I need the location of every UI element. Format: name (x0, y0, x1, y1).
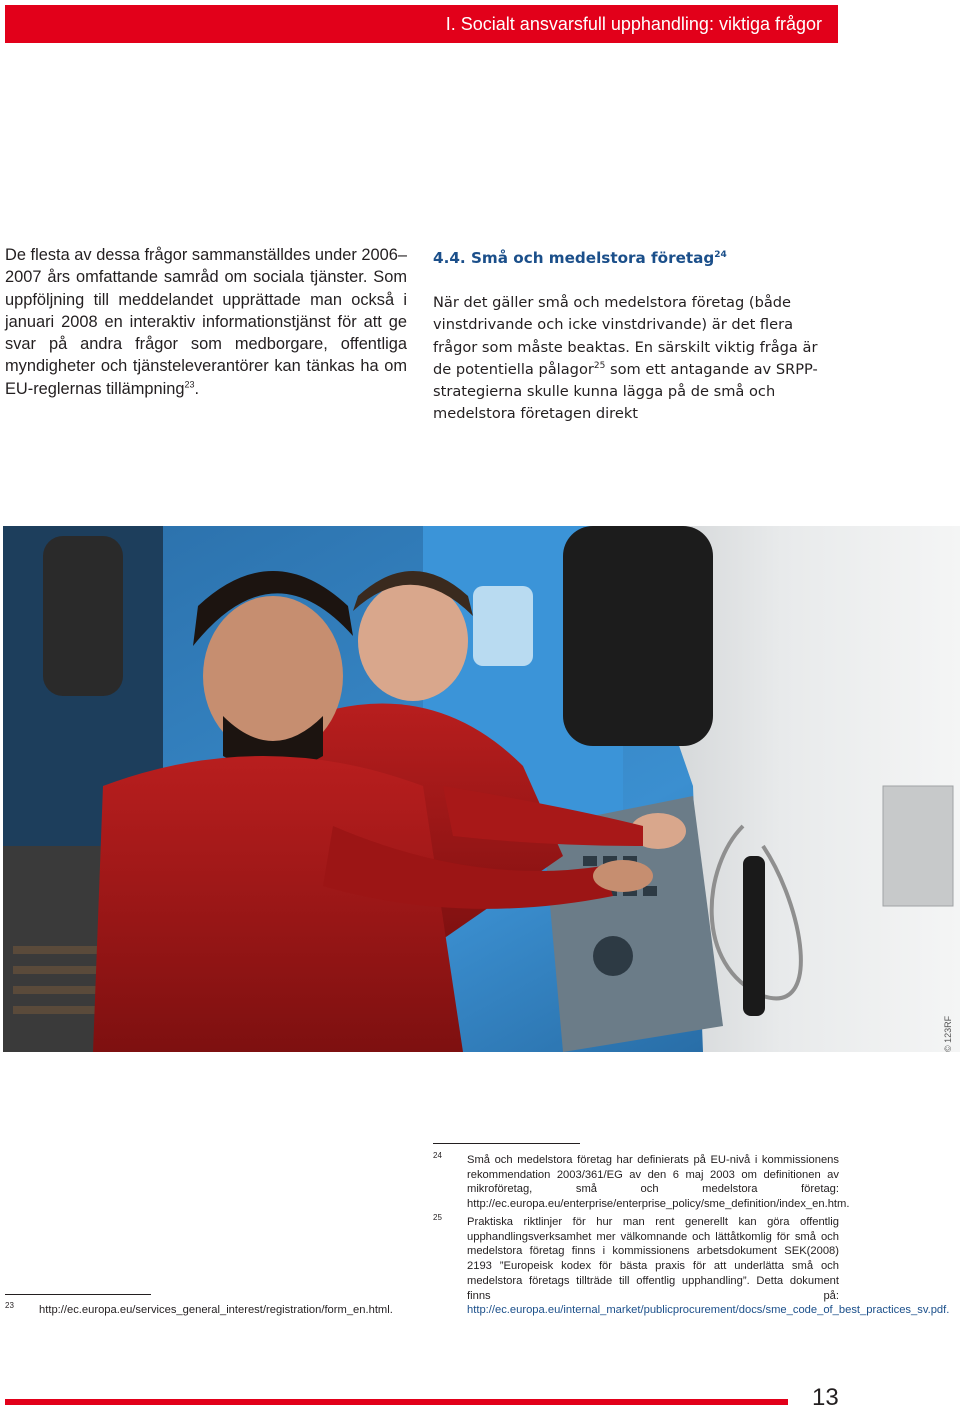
section-heading (433, 246, 838, 270)
left-paragraph: De flesta av dessa frågor sammanställdes under 2006–2007 års omfattande samråd om sociala tjänster. Som uppföljning till meddelandet upprättade man också i januari 2008 en interaktiv informationstjänst för att ge svar på andra frågor som medborgare, offentliga myndigheter och tjänsteleverantörer kan tänkas ha om EU-reglernas tillämpning (5, 246, 407, 398)
footnote-24 (433, 1151, 850, 1211)
footnote-25-number: 25 (433, 1213, 442, 1222)
footnote-ref-25[interactable]: 25 (593, 361, 606, 372)
footnote-25-body (467, 1215, 950, 1318)
photo-credit: © 123RF (943, 1015, 953, 1052)
right-paragraph (433, 292, 838, 426)
footnote-ref-23[interactable]: 23 (184, 379, 195, 390)
footnote-23-number: 23 (5, 1301, 14, 1310)
footnote-23 (5, 1303, 411, 1319)
page-number: 13 (812, 1384, 839, 1411)
footnote-23-text[interactable]: http://ec.europa.eu/services_general_interest/registration/form_en.html. (39, 1304, 393, 1316)
left-paragraph-end: . (194, 379, 200, 398)
workers-photo-illustration (3, 526, 960, 1052)
footnote-rule-left (5, 1294, 151, 1295)
header-bar (5, 5, 838, 43)
workers-photo (3, 526, 960, 1052)
footnote-ref-24[interactable]: 24 (714, 249, 727, 260)
right-column (433, 246, 838, 426)
footnote-25-link[interactable]: http://ec.europa.eu/internal_market/publicprocurement/docs/sme_code_of_best_practices_sv.pdf. (467, 1304, 950, 1317)
right-paragraph-part1: När det gäller små och medelstora företag (både vinstdrivande och icke vinstdrivande) är det flera frågor som måste beaktas. En särskilt viktig fråga är de potentiella pålagor (433, 294, 818, 378)
footnote-rule-right (433, 1143, 580, 1144)
footer-bar (5, 1399, 788, 1405)
header-title: I. Socialt ansvarsfull upphandling: viktiga frågor (445, 14, 822, 34)
section-heading-text: 4.4. Små och medelstora företag (433, 249, 715, 267)
footnote-25-text: Praktiska riktlinjer för hur man rent generellt kan göra offentlig upphandlingsverksamhet mer välkomnande och lättåtkomlig för små och medelstora företag finns i kommissionens arbetsdokument SEK(2008) 2193 ”Europeisk kodex för bästa praxis för att underlätta små och medelstora företags tillträde till offentlig upphandling”. Detta dokument finns på: (467, 1216, 839, 1302)
footnote-24-number: 24 (433, 1151, 442, 1160)
right-paragraph-part2: som ett antagande av SRPP-strategierna skulle kunna lägga på de små och medelstora företagen direkt (433, 360, 818, 423)
footnote-25 (433, 1213, 950, 1325)
footnote-24-text: Små och medelstora företag har definierats på EU-nivå i kommissionens rekommendation 2003/361/EG av den 6 maj 2003 om definitionen av mikroföretag, små och medelstora företag: http://ec.europa.eu/enterprise/enterprise_policy/sme_definition/index_en.htm. (467, 1154, 850, 1211)
left-column (5, 244, 407, 400)
